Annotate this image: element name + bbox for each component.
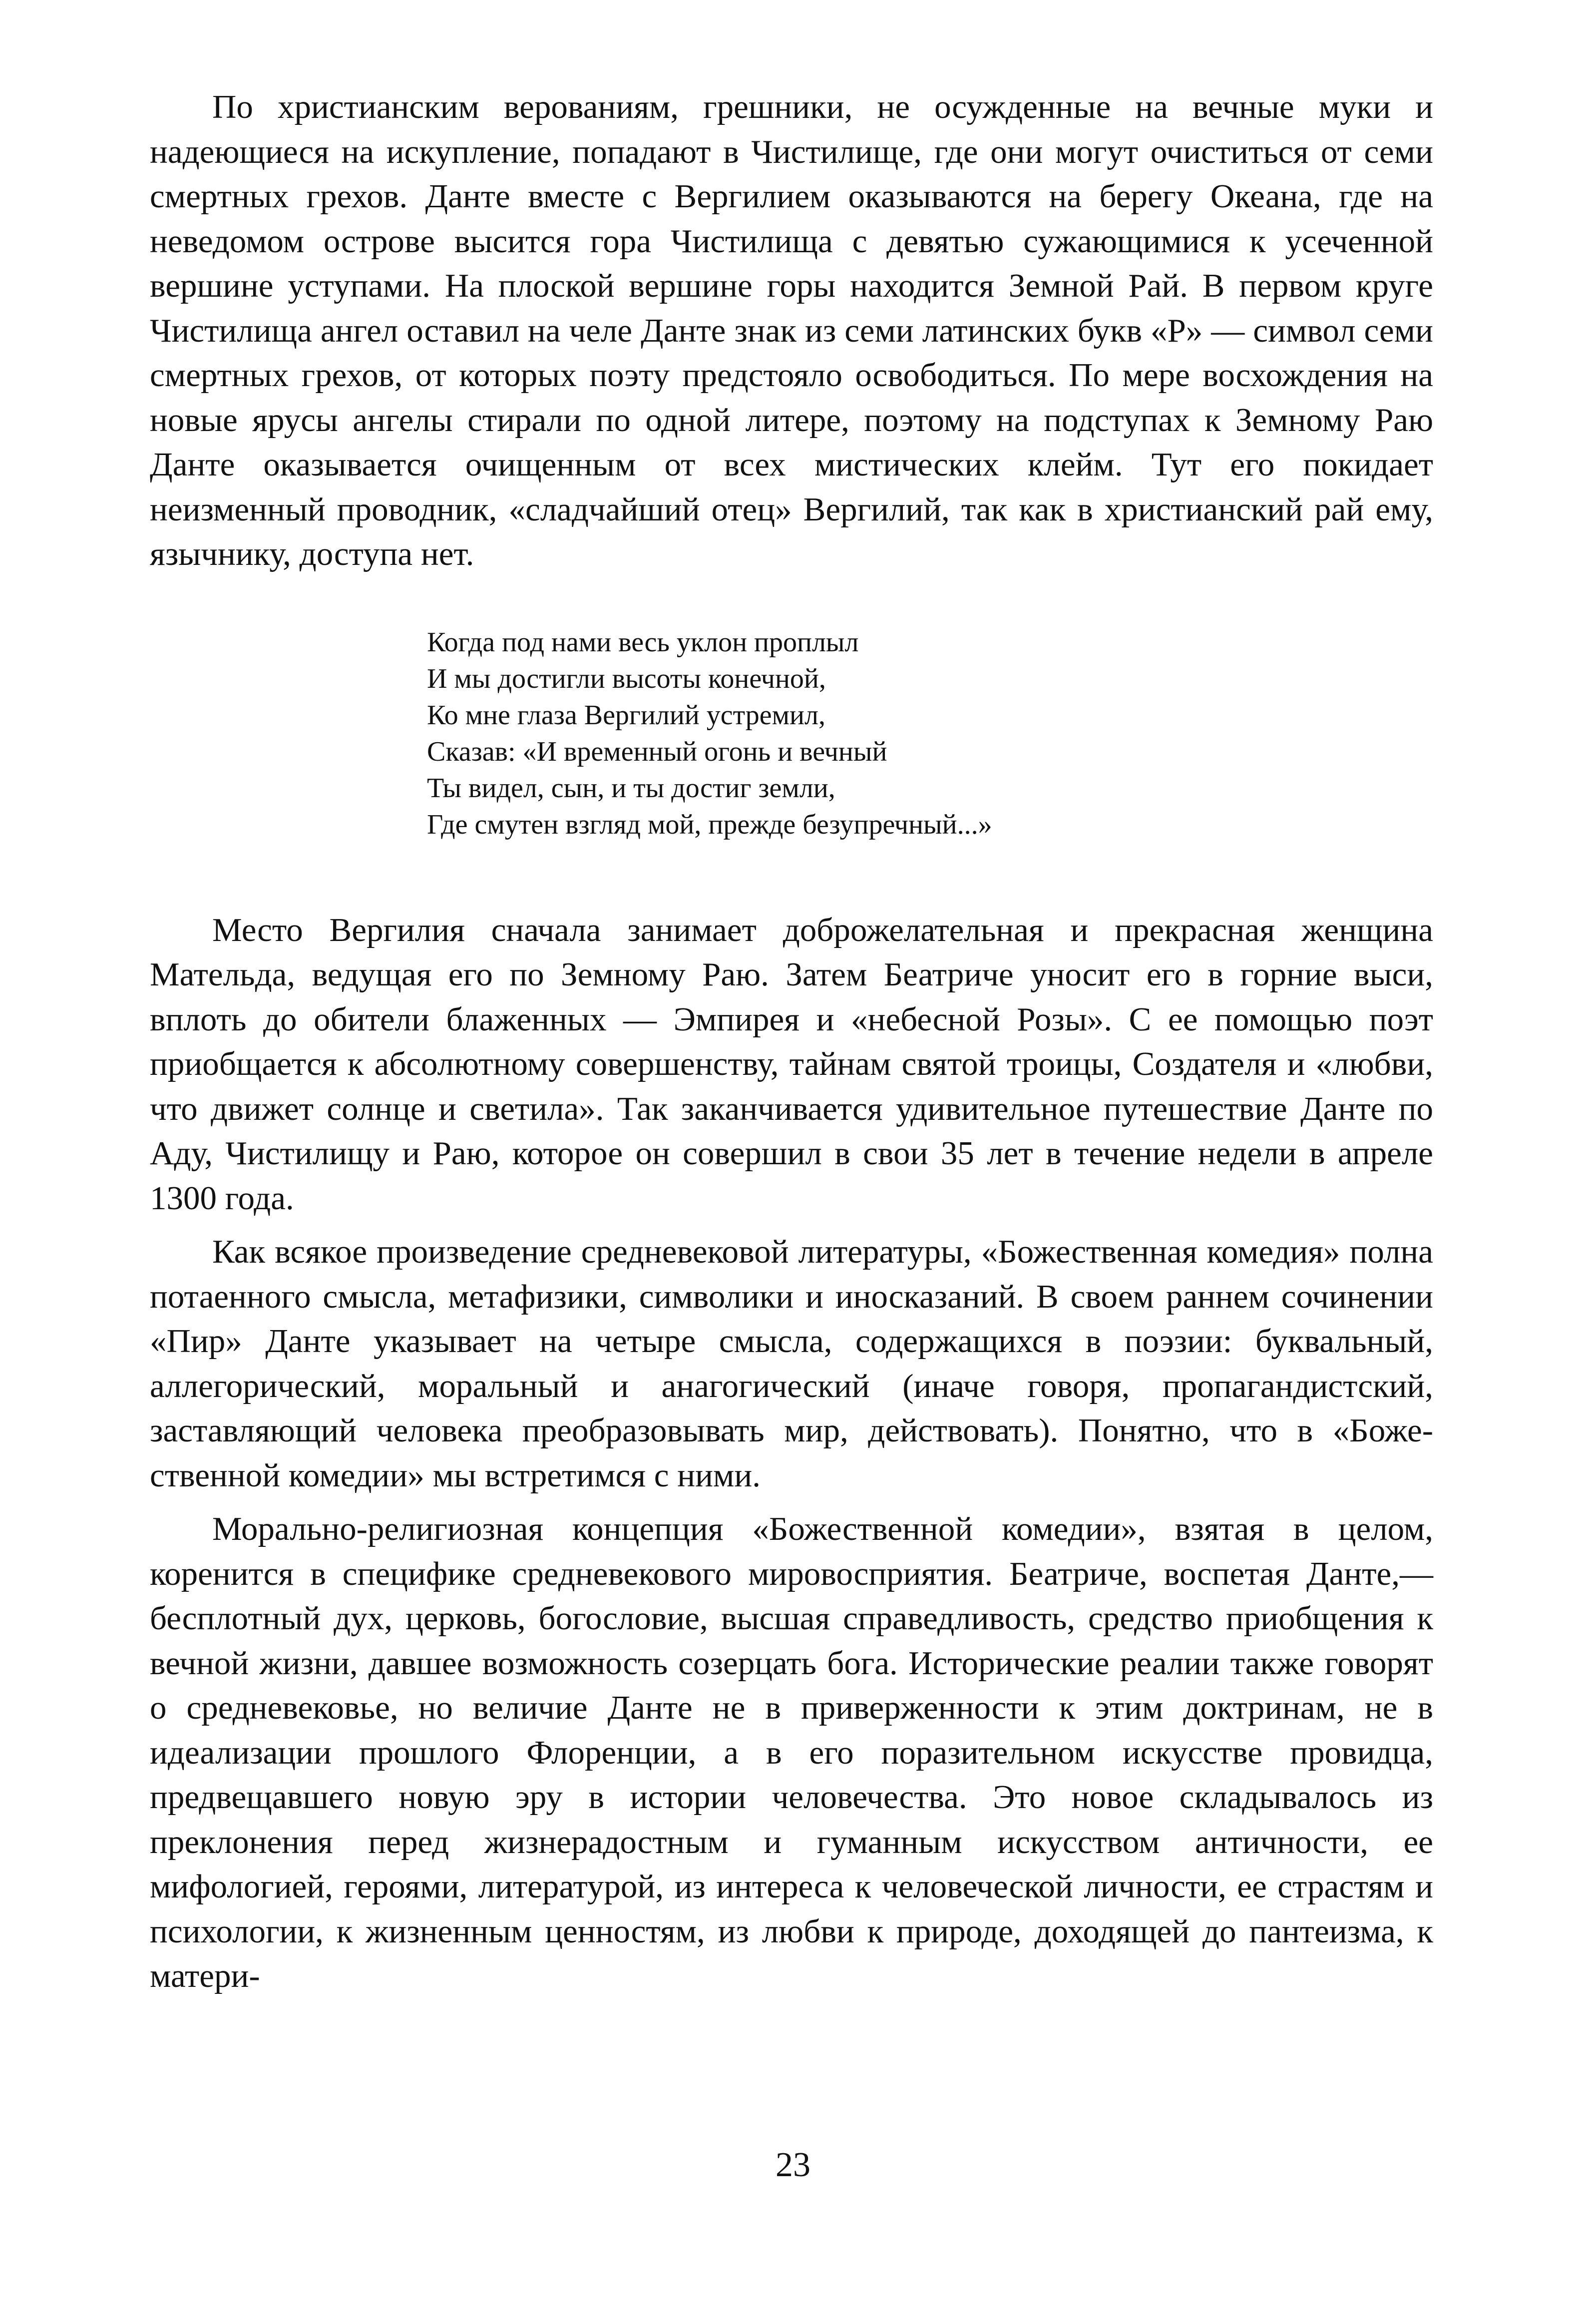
verse-line: Где смутен взгляд мой, прежде безупречный...» <box>427 809 992 840</box>
verse-quote <box>427 624 1433 843</box>
book-page <box>150 85 1433 1999</box>
paragraph-moral-religious-concept: Морально-религиозная концепция «Божественной комедии», взятая в целом, коренится в специфике средневекового мировосприятия. Беатриче, воспетая Данте,— бесплотный дух, церковь, богословие, высшая справедливость, средство приобщения к вечной жизни, давшее возможность созерцать бога. Исторические реалии также говорят о средневековье, но величие Данте не в приверженности к этим доктринам, не в идеализации прошлого Флоренции, а в его поразительном искусстве провидца, предвещавшего новую эру в истории человечества. Это новое складывалось из преклонения перед жизнерадостным и гуманным искусством античности, ее мифологией, героями, литературой, из интереса к человеческой личности, ее страстям и психологии, к жизненным ценностям, из любви к природе, доходящей до пантеизма, к матери- <box>150 1510 1433 1994</box>
verse-line: И мы достигли высоты конечной, <box>427 663 826 694</box>
paragraph-four-meanings: Как всякое произведение средневековой литературы, «Божественная комедия» полна потаенного смысла, метафизики, символики и иносказаний. В своем раннем сочинении «Пир» Данте указывает на четыре смысла, содержащихся в поэзии: буквальный, аллегорический, моральный и анагогический (иначе говоря, пропагандистский, заставляющий человека преобразовывать мир, действовать). Понятно, что в «Божественной комедии» мы встретимся с ними. <box>150 1233 1433 1494</box>
verse-line: Сказав: «И временный огонь и вечный <box>427 736 887 767</box>
paragraph-matelda-beatrice: Место Вергилия сначала занимает доброжелательная и прекрасная женщина Мательда, ведущая его по Земному Раю. Затем Беатриче уносит его в горние выси, вплоть до обители блаженных — Эмпирея и «небесной Розы». С ее помощью поэт приобщается к абсолютному совершенству, тайнам святой троицы, Создателя и «любви, что движет солнце и светила». Так заканчивается удивительное путешествие Данте по Аду, Чистилищу и Раю, которое он совершил в свои 35 лет в течение недели в апреле 1300 года. <box>150 911 1433 1217</box>
verse-line: Когда под нами весь уклон проплыл <box>427 626 859 658</box>
paragraph-purgatory: По христианским верованиям, грешники, не осужденные на вечные муки и надеющиеся на искупление, попадают в Чистилище, где они могут очиститься от семи смертных грехов. Данте вместе с Вергилием оказываются на берегу Океана, где на неведомом острове высится гора Чистилища с девятью сужающимися к усеченной вершине уступами. На плоской вершине горы находится Земной Рай. В первом круге Чистилища ангел оставил на челе Данте знак из семи латинских букв «P» — символ семи смертных грехов, от которых поэту предстояло освободиться. По мере восхождения на новые ярусы ангелы стирали по одной литере, поэтому на подступах к Земному Раю Данте оказывается очищенным от всех мистических клейм. Тут его покидает неизменный проводник, «сладчайший отец» Вергилий, так как в христианский рай ему, язычнику, доступа нет. <box>150 88 1433 572</box>
verse-line: Ко мне глаза Вергилий устремил, <box>427 699 825 731</box>
page-number: 23 <box>776 2146 810 2184</box>
verse-line: Ты видел, сын, и ты достиг земли, <box>427 772 835 804</box>
